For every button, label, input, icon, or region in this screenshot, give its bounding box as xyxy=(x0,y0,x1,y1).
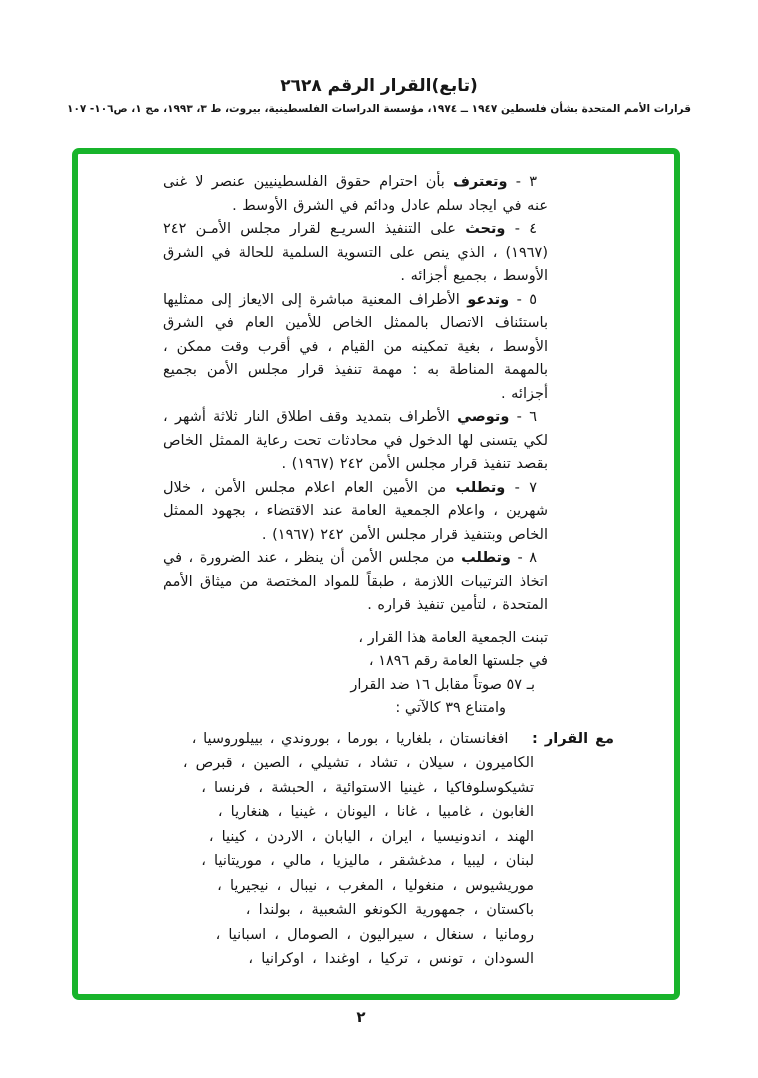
paragraph-lead-word: وتطلب xyxy=(461,550,511,566)
paragraph-number: ٧ - xyxy=(514,479,538,496)
vote-countries-line: الهند ، اندونيسيا ، ايران ، اليابان ، الاردن ، كينيا ، xyxy=(208,828,534,845)
paragraph-lead-word: وتطلب xyxy=(455,479,506,496)
adoption-line: وامتناع ٣٩ كالآتي : xyxy=(395,700,506,716)
resolution-paragraph xyxy=(163,289,548,407)
source-citation: قرارات الأمم المتحدة بشأن فلسطين ١٩٤٧ ــ ١٩٧٤، مؤسسة الدراسات الفلسطينية، بيروت، ط ٣، ١٩٩٣، مج ١، ص١٠٦- ١٠٧ xyxy=(67,103,691,115)
adoption-line: تبنت الجمعية العامة هذا القرار ، xyxy=(358,629,548,646)
vote-countries-line: الغابون ، غامبيا ، غانا ، اليونان ، غينيا ، هنغاريا ، xyxy=(217,804,534,820)
paragraph-lead-word: وتوصي xyxy=(457,409,510,425)
paragraph-text: من مجلس الأمن أن ينظر ، عند الضرورة ، في اتخاذ الترتيبات اللازمة ، طبقاً للمواد المختصة من ميثاق الأمم المتحدة ، لتأمين تنفيذ قراره . xyxy=(163,550,548,613)
vote-countries-line: تشيكوسلوفاكيا ، غينيا الاستوائية ، الحبشة ، فرنسا ، xyxy=(201,779,534,796)
page-header xyxy=(0,76,758,115)
paragraph-text: على التنفيذ السريـع لقرار مجلس الأمـن ٢٤٢ (١٩٦٧) ، الذي ينص على التسوية السلمية للحالة في الشرق الأوسط ، بجميع أجزائه . xyxy=(163,221,548,284)
paragraph-number: ٦ - xyxy=(516,409,538,425)
resolution-paragraph xyxy=(163,218,548,289)
paragraph-number: ٣ - xyxy=(515,174,538,190)
resolution-body xyxy=(163,171,614,972)
vote-countries-line: رومانيا ، سنغال ، سيراليون ، الصومال ، اسبانيا ، xyxy=(215,926,534,943)
paragraph-text: بأن احترام حقوق الفلسطينيين عنصر لا غنى عنه في ايجاد سلم عادل ودائم في الشرق الأوسط . xyxy=(163,174,548,214)
paragraph-text: الأطراف بتمديد وقف اطلاق النار ثلاثة أشهر ، لكي يتسنى لها الدخول في محادثات تحت رعاية الممثل الخاص بقصد تنفيذ قرار مجلس الأمن ٢٤٢ (١٩٦٧) . xyxy=(163,409,548,472)
resolution-paragraph xyxy=(163,547,548,618)
paragraph-text: من الأمين العام اعلام مجلس الأمن ، خلال شهرين ، واعلام الجمعية العامة عند الاقتضاء ، بجهود الممثل الخاص وبتنفيذ قرار مجلس الأمن ٢٤٢ (١٩٦٧) . xyxy=(163,479,548,543)
paragraph-text: الأطراف المعنية مباشرة إلى الايعاز إلى ممثليها باستئناف الاتصال بالممثل الخاص للأمين العام في الشرق الأوسط ، بغية تمكينه من القيام ، في أقرب وقت ممكن ، بالمهمة المناطة به : مهمة تنفيذ قرار مجلس الأمن بجميع أجزائه . xyxy=(163,291,548,402)
page-title: (تابع)القرار الرقم ٢٦٢٨ xyxy=(280,76,478,96)
adoption-note xyxy=(163,627,548,721)
vote-countries-line: باكستان ، جمهورية الكونغو الشعبية ، بولندا ، xyxy=(245,902,534,918)
page-number: ٢ xyxy=(356,1008,366,1026)
paragraph-lead-word: وتعترف xyxy=(453,174,508,190)
vote-countries-line: السودان ، تونس ، تركيا ، اوغندا ، اوكرانيا ، xyxy=(248,951,534,967)
vote-countries-line: لبنان ، ليبيا ، مدغشقر ، ماليزيا ، مالي ، موريتانيا ، xyxy=(201,853,534,869)
adoption-line: بـ ٥٧ صوتاً مقابل ١٦ ضد القرار xyxy=(350,676,535,693)
adoption-line: في جلستها العامة رقم ١٨٩٦ ، xyxy=(368,653,548,669)
paragraph-lead-word: وتحث xyxy=(465,221,506,237)
vote-countries-line: موريشيوس ، منغوليا ، المغرب ، نيبال ، نيجيريا ، xyxy=(217,877,534,894)
resolution-paragraph xyxy=(163,406,548,477)
resolution-paragraph xyxy=(163,477,548,548)
paragraph-number: ٤ - xyxy=(514,221,538,237)
paragraph-lead-word: وتدعو xyxy=(467,291,510,308)
paragraph-number: ٥ - xyxy=(516,291,538,308)
vote-label: مع القرار : xyxy=(532,730,614,747)
vote-countries: افغانستان ، بلغاريا ، بورما ، بوروندي ، بييلوروسيا ، xyxy=(191,730,509,747)
resolution-paragraph xyxy=(163,171,548,218)
paragraph-number: ٨ - xyxy=(517,550,537,566)
vote-first-line xyxy=(163,727,614,752)
vote-list xyxy=(163,727,614,972)
vote-countries-line: الكاميرون ، سيلان ، تشاد ، تشيلي ، الصين ، قبرص ، xyxy=(182,755,534,771)
